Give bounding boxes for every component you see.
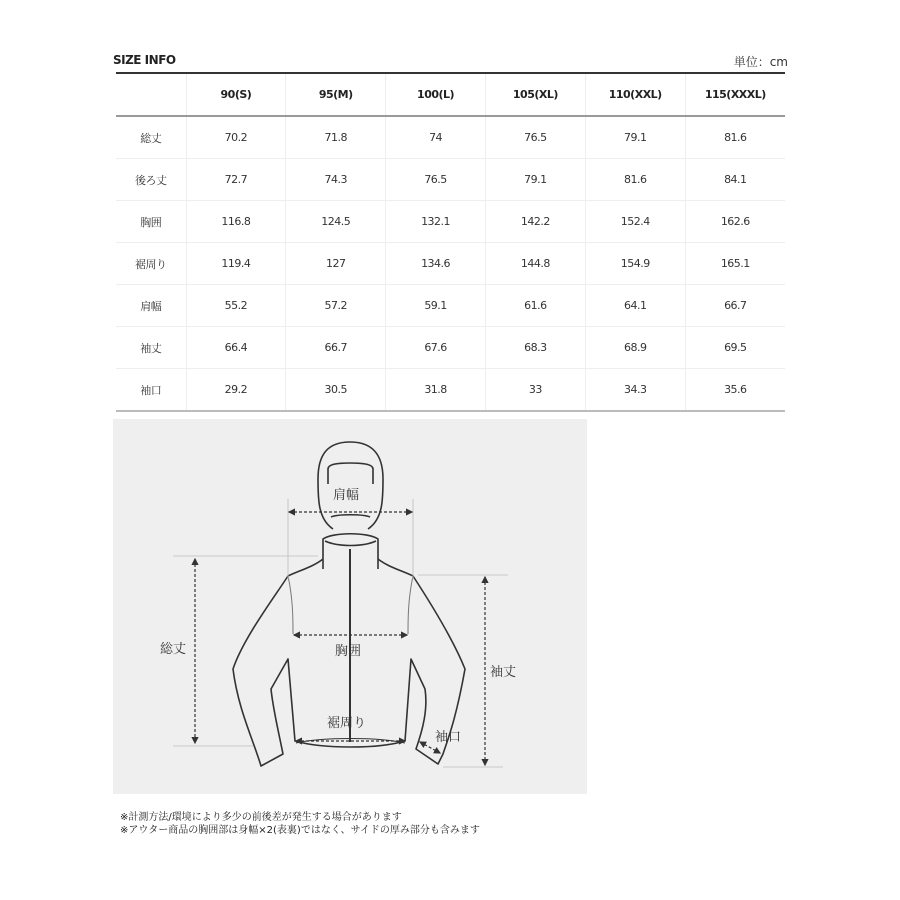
label-shoulder: 肩幅	[333, 488, 360, 503]
row-label: 後ろ丈	[116, 159, 186, 201]
size-column-header: 105(XL)	[485, 73, 585, 116]
measurement-cell: 35.6	[685, 369, 785, 412]
measurement-cell: 127	[286, 243, 386, 285]
measurement-cell: 69.5	[685, 327, 785, 369]
table-row	[116, 243, 785, 285]
measurement-cell: 154.9	[585, 243, 685, 285]
measurement-cell: 66.7	[286, 327, 386, 369]
measurement-cell: 124.5	[286, 201, 386, 243]
table-header-row	[116, 73, 785, 116]
measurement-cell: 66.7	[685, 285, 785, 327]
measurement-cell: 70.2	[186, 116, 286, 159]
size-table	[116, 72, 785, 412]
size-column-header: 115(XXXL)	[685, 73, 785, 116]
measurement-cell: 74	[386, 116, 486, 159]
measurement-cell: 134.6	[386, 243, 486, 285]
measurement-cell: 79.1	[585, 116, 685, 159]
jacket-diagram	[113, 419, 587, 794]
measurement-cell: 152.4	[585, 201, 685, 243]
size-column-header: 95(M)	[286, 73, 386, 116]
table-row	[116, 201, 785, 243]
row-label: 肩幅	[116, 285, 186, 327]
unit-label: 単位：cm	[733, 55, 788, 69]
label-cuff: 袖口	[435, 730, 462, 745]
header-corner	[116, 73, 186, 116]
label-sleeve: 袖丈	[490, 665, 517, 680]
measurement-cell: 72.7	[186, 159, 286, 201]
measurement-cell: 55.2	[186, 285, 286, 327]
measurement-cell: 33	[485, 369, 585, 412]
measurement-cell: 67.6	[386, 327, 486, 369]
measurement-cell: 76.5	[386, 159, 486, 201]
size-column-header: 100(L)	[386, 73, 486, 116]
label-length: 総丈	[160, 642, 187, 657]
table-row	[116, 369, 785, 412]
measurement-cell: 132.1	[386, 201, 486, 243]
measurement-cell: 31.8	[386, 369, 486, 412]
section-title: SIZE INFO	[113, 53, 176, 67]
measurement-cell: 34.3	[585, 369, 685, 412]
measurement-cell: 29.2	[186, 369, 286, 412]
measurement-cell: 74.3	[286, 159, 386, 201]
notes	[120, 811, 480, 837]
measurement-cell: 64.1	[585, 285, 685, 327]
label-chest: 胸囲	[335, 644, 362, 659]
size-column-header: 90(S)	[186, 73, 286, 116]
measurement-cell: 59.1	[386, 285, 486, 327]
jacket-illustration	[113, 419, 587, 794]
note-line: ※計測方法/環境により多少の前後差が発生する場合があります	[120, 812, 402, 823]
measurement-cell: 84.1	[685, 159, 785, 201]
table-row	[116, 116, 785, 159]
note-line: ※アウター商品の胸囲部は身幅×2(表裏)ではなく、サイドの厚み部分も含みます	[120, 825, 480, 836]
row-label: 胸囲	[116, 201, 186, 243]
measurement-cell: 61.6	[485, 285, 585, 327]
measurement-cell: 30.5	[286, 369, 386, 412]
size-column-header: 110(XXL)	[585, 73, 685, 116]
table-row	[116, 159, 785, 201]
table-body	[116, 116, 785, 411]
measurement-cell: 144.8	[485, 243, 585, 285]
measurement-cell: 71.8	[286, 116, 386, 159]
measurement-cell: 81.6	[585, 159, 685, 201]
measurement-cell: 66.4	[186, 327, 286, 369]
row-label: 裾周り	[116, 243, 186, 285]
row-label: 袖丈	[116, 327, 186, 369]
measurement-cell: 116.8	[186, 201, 286, 243]
measurement-cell: 81.6	[685, 116, 785, 159]
measurement-cell: 162.6	[685, 201, 785, 243]
measurement-cell: 79.1	[485, 159, 585, 201]
measurement-cell: 57.2	[286, 285, 386, 327]
label-hem: 裾周り	[327, 716, 367, 731]
table-row	[116, 327, 785, 369]
measurement-cell: 68.3	[485, 327, 585, 369]
table-row	[116, 285, 785, 327]
measurement-cell: 68.9	[585, 327, 685, 369]
measurement-cell: 142.2	[485, 201, 585, 243]
measurement-cell: 119.4	[186, 243, 286, 285]
measurement-cell: 76.5	[485, 116, 585, 159]
measurement-cell: 165.1	[685, 243, 785, 285]
row-label: 総丈	[116, 116, 186, 159]
row-label: 袖口	[116, 369, 186, 412]
